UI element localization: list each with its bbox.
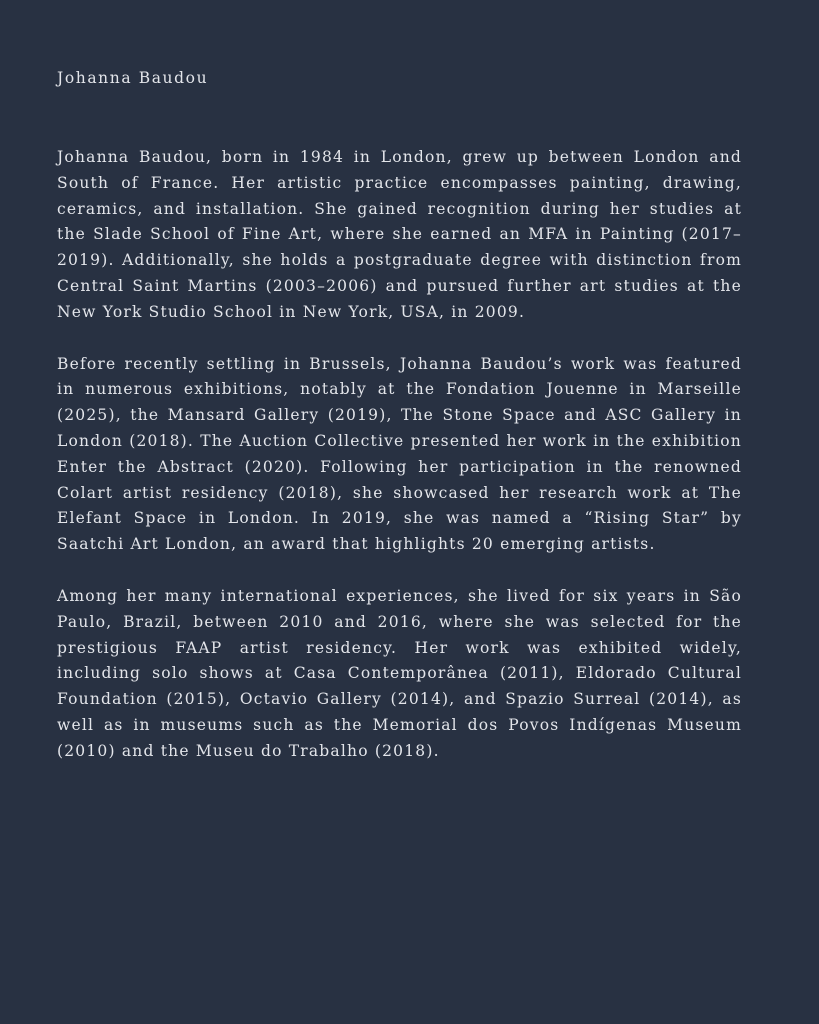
bio-paragraph-international: Among her many international experiences, she lived for six years in São Paulo, Brazil, between 2010 and 2016, where she was selected for the prestigious FAAP artist residency. Her work was exhibited widely, including solo shows at Casa Contemporânea (2011), Eldorado Cultural Foundation (2015), Octavio Gallery (2014), and Spazio Surreal (2014), as well as in museums such as the Memorial dos Povos Indígenas Museum (2010) and the Museu do Trabalho (2018). bbox=[57, 586, 742, 760]
bio-paragraph-early-life: Johanna Baudou, born in 1984 in London, grew up between London and South of France. Her artistic practice encompasses painting, drawing, ceramics, and installation. She gained recognition during her studies at the Slade School of Fine Art, where she earned an MFA in Painting (2017–2019). Additionally, she holds a postgraduate degree with distinction from Central Saint Martins (2003–2006) and pursued further art studies at the New York Studio School in New York, USA, in 2009. bbox=[57, 148, 742, 321]
artist-name: Johanna Baudou bbox=[57, 69, 209, 87]
biography bbox=[57, 145, 742, 765]
bio-paragraph-exhibitions: Before recently settling in Brussels, Johanna Baudou’s work was featured in numerous exhibitions, notably at the Fondation Jouenne in Marseille (2025), the Mansard Gallery (2019), The Stone Space and ASC Gallery in London (2018). The Auction Collective presented her work in the exhibition Enter the Abstract (2020). Following her participation in the renowned Colart artist residency (2018), she showcased her research work at The Elefant Space in London. In 2019, she was named a “Rising Star” by Saatchi Art London, an award that highlights 20 emerging artists. bbox=[57, 354, 742, 554]
